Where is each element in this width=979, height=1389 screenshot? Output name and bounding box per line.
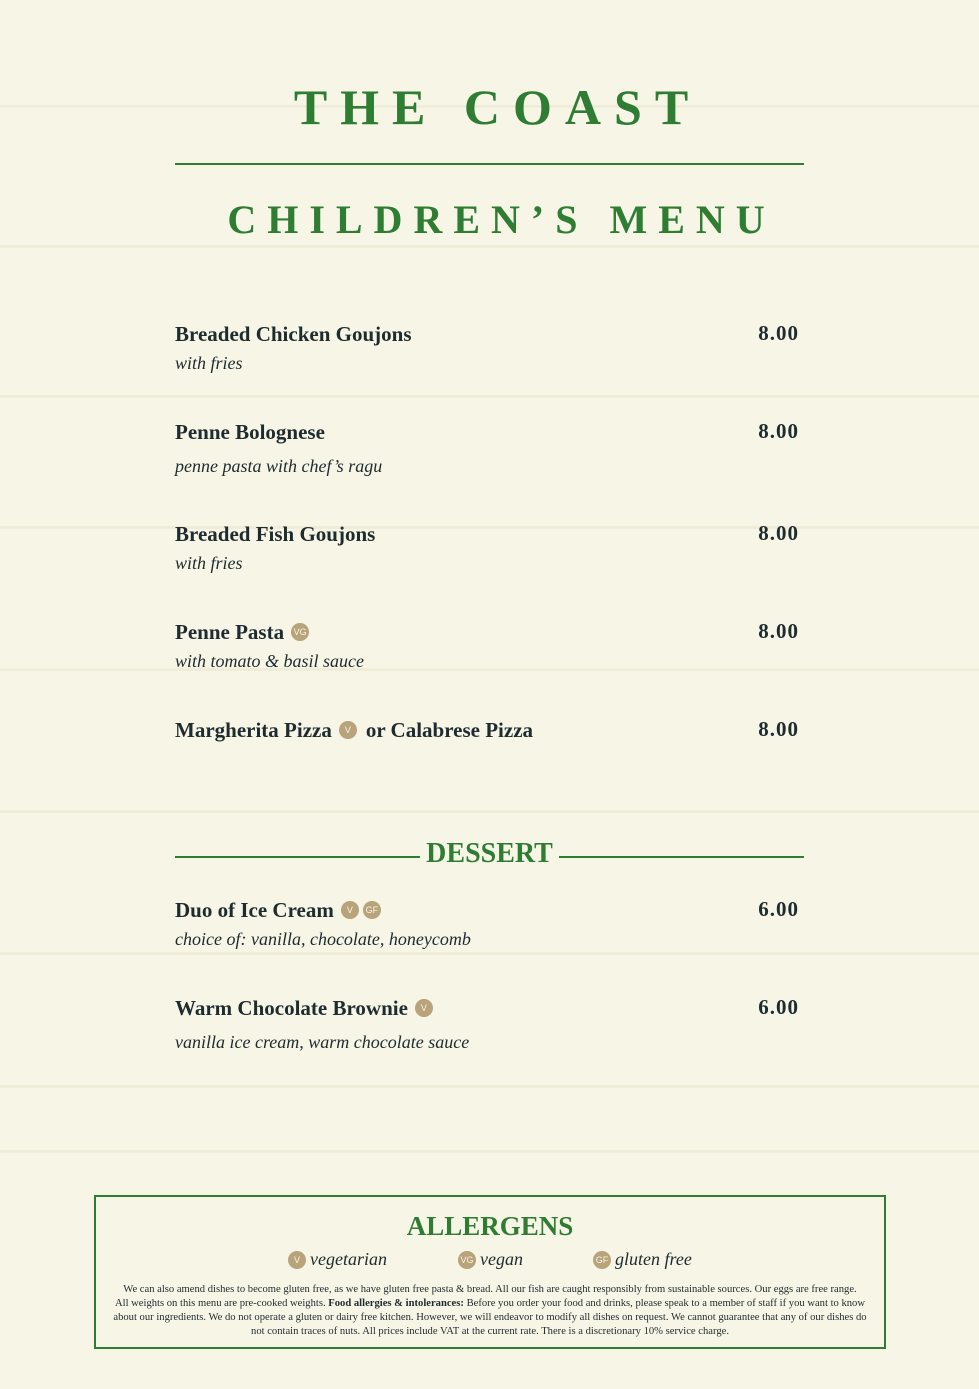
plank-line xyxy=(0,395,979,398)
menu-item xyxy=(175,897,799,950)
notice-line-2a: All weights on this menu are pre-cooked weights. xyxy=(114,1298,326,1309)
menu-item xyxy=(175,419,799,477)
plank-line xyxy=(0,1085,979,1088)
legend-vegetarian xyxy=(288,1249,387,1270)
item-price: 8.00 xyxy=(758,521,799,545)
plank-line xyxy=(0,810,979,813)
notice-line-2b: Before you order your food and drinks, please speak to a member of staff if you want to know about our ingredients. We do not operate a gluten or dairy free kitchen. However, we will endeavor to modify all dishes on request. We cannot guarantee that any of our dishes do not contain traces of nuts. All prices include VAT at the current rate. There is a discretionary 10% service charge. xyxy=(113,1298,867,1337)
plank-line xyxy=(0,1150,979,1153)
menu-item xyxy=(175,995,799,1053)
plank-line xyxy=(0,952,979,955)
menu-item xyxy=(175,321,799,374)
vegan-badge-icon: VG xyxy=(291,623,309,641)
item-description: with fries xyxy=(175,353,243,373)
gluten-free-badge-icon: GF xyxy=(363,901,381,919)
vegetarian-badge-icon: V xyxy=(288,1251,306,1269)
item-name: Breaded Chicken Goujons xyxy=(175,322,412,346)
item-price: 8.00 xyxy=(758,419,799,443)
legend-label: vegan xyxy=(480,1249,523,1269)
dessert-heading xyxy=(0,838,979,870)
item-description: choice of: vanilla, chocolate, honeycomb xyxy=(175,929,471,949)
item-name-row xyxy=(175,717,799,743)
item-price: 8.00 xyxy=(758,321,799,345)
item-name: Penne Pasta xyxy=(175,620,285,644)
item-name: Penne Bolognese xyxy=(175,420,325,444)
item-name-row xyxy=(175,995,799,1021)
title-divider xyxy=(175,163,804,165)
notice-line-1: We can also amend dishes to become gluten free, as we have gluten free pasta & bread. All our fish are caught responsibly from sustainable sources. Our eggs are free range. xyxy=(123,1284,857,1295)
vegetarian-badge-icon: V xyxy=(339,721,357,739)
allergens-title: ALLERGENS xyxy=(406,1211,574,1241)
item-name: Duo of Ice Cream xyxy=(175,898,334,922)
item-name: Breaded Fish Goujons xyxy=(175,522,376,546)
item-name-alternative: or Calabrese Pizza xyxy=(365,718,534,742)
item-price: 8.00 xyxy=(758,619,799,643)
plank-line xyxy=(0,245,979,248)
menu-item xyxy=(175,521,799,574)
item-description: penne pasta with chef’s ragu xyxy=(175,456,383,476)
item-price: 8.00 xyxy=(758,717,799,741)
allergen-notice xyxy=(108,1283,872,1339)
menu-subtitle: CHILDREN’S MENU xyxy=(227,197,776,242)
menu-item xyxy=(175,619,799,672)
legend-label: vegetarian xyxy=(310,1249,387,1269)
item-name: Warm Chocolate Brownie xyxy=(175,996,408,1020)
menu-item xyxy=(175,717,799,743)
item-description: with tomato & basil sauce xyxy=(175,651,364,671)
gluten-free-badge-icon: GF xyxy=(593,1251,611,1269)
vegan-badge-icon: VG xyxy=(458,1251,476,1269)
legend-gluten-free xyxy=(593,1249,692,1270)
vegetarian-badge-icon: V xyxy=(341,901,359,919)
item-description: vanilla ice cream, warm chocolate sauce xyxy=(175,1032,470,1052)
item-name: Margherita Pizza xyxy=(175,718,332,742)
dessert-heading-text: DESSERT xyxy=(420,838,559,869)
legend-vegan xyxy=(458,1249,523,1270)
item-description: with fries xyxy=(175,553,243,573)
notice-bold: Food allergies & intolerances: xyxy=(328,1298,464,1309)
page-title: THE COAST xyxy=(293,79,702,135)
allergens-panel xyxy=(94,1195,886,1349)
item-price: 6.00 xyxy=(758,995,799,1019)
item-name-row xyxy=(175,619,799,645)
item-price: 6.00 xyxy=(758,897,799,921)
item-name-row xyxy=(175,897,799,923)
legend-label: gluten free xyxy=(615,1249,692,1269)
vegetarian-badge-icon: V xyxy=(415,999,433,1017)
